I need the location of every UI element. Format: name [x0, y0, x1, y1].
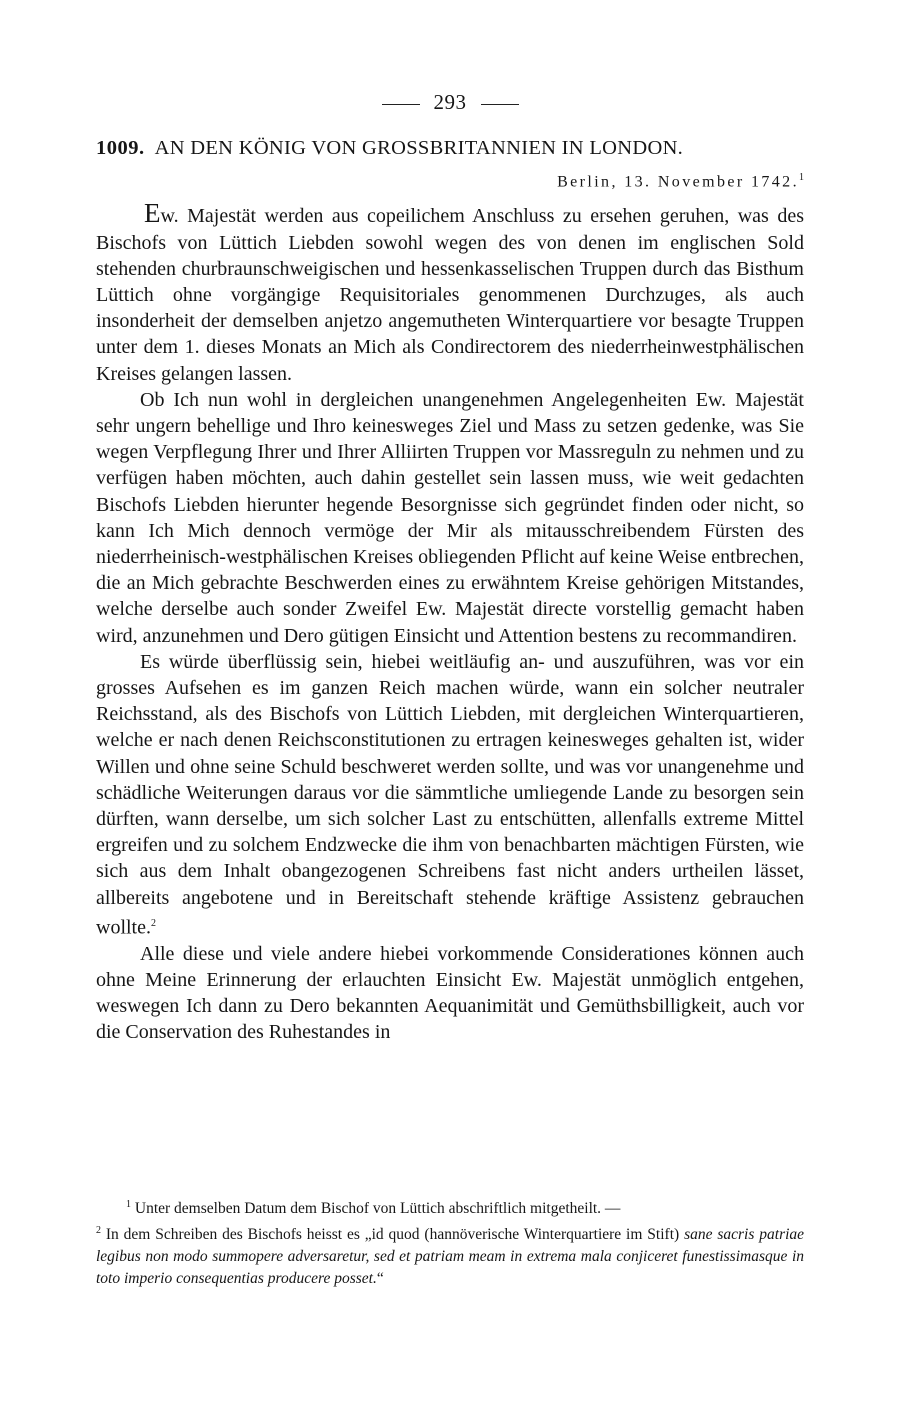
letter-heading: [96, 132, 804, 164]
footnote-1-text: Unter demselben Datum dem Bischof von Lüttich abschriftlich mitgetheilt. —: [134, 1200, 621, 1218]
paragraph-2: Ob Ich nun wohl in dergleichen unangenehmen Angelegenheiten Ew. Majestät sehr ungern behellige und Ihro keinesweges Ziel und Mass zu setzen gedenke, was Sie wegen Verpflegung Ihrer und Ihrer Alliirten Truppen vor Massreguln zu nehmen und zu verfügen haben möchten, auch dahin gestellet sein lassen muss, wie weit gedachten Bischofs Liebden hierunter hegende Besorgnisse sich gegründet finden oder nicht, so kann Ich Mich dennoch vermöge der Mir als mitausschreibendem Fürsten des niederrheinisch-westphälischen Kreises obliegenden Pflicht auf keine Weise entbrechen, die an Mich gebrachte Beschwerden eines zu erwähntem Kreise gehörigen Mitstandes, welche derselbe auch sonder Zweifel Ew. Majestät directe vorstellig gemacht haben wird, anzunehmen und Dero gütigen Einsicht und Attention bestens zu recommandiren.: [96, 388, 804, 647]
letter-number: 1009.: [96, 137, 145, 159]
page-number: 293: [433, 90, 467, 114]
paragraph-1: [96, 200, 804, 386]
paragraph-3-text: Es würde überflüssig sein, hiebei weitläufig an- und auszuführen, was vor ein grosses Aufsehen es im ganzen Reich machen würde, wann ein solcher neutraler Reichsstand, als des Bischofs von Lüttich Liebden, mit dergleichen Winterquartieren, welche er nach denen Reichsconstitutionen zu ertragen keinesweges gehalten ist, wider Willen und ohne seine Schuld beschweret werden sollte, und was vor unangenehme und schädliche Weiterungen daraus vor die sämmtliche umliegende Lande zu besorgen sein dürften, wann derselbe, um sich solcher Last zu entschütten, allenfalls extreme Mittel ergreifen und zu solchem Endzwecke die ihm von benachbarten mächtigen Fürsten, wie sich aus dem Inhalt obangezogenen Schreibens fast nicht anders urtheilen lässet, allbereits angebotene und in Bereitschaft stehende kräftige Assistenz gebrauchen wollte.: [96, 650, 804, 939]
dateline: [96, 164, 804, 196]
footnote-2-mark: 2: [96, 1225, 101, 1237]
paragraph-3: [96, 649, 804, 941]
initial-letter: E: [144, 198, 161, 229]
footnote-2-ref: 2: [151, 917, 156, 929]
footnote-1-mark: 1: [126, 1199, 131, 1210]
footnote-2-intro: In dem Schreiben des Bischofs heisst es „id quod (hannöverische Winterquartiere im Stift): [105, 1226, 680, 1244]
footnote-2: [96, 1220, 804, 1290]
footnote-1: [96, 1194, 804, 1220]
left-rule: [382, 104, 420, 105]
paragraph-1-text: w. Majestät werden aus copeilichem Anschluss zu ersehen geruhen, was des Bischofs von Lüttich Liebden sowohl wegen des von denen im englischen Sold stehenden churbraunschweigischen und hessenkasselischen Truppen durch das Bisthum Lüttich ohne vorgängige Requisitoriales genommenen Durchzuges, als auch insonderheit der demselben anjetzo angemutheten Winterquartiere vor besagte Truppen unter dem 1. dieses Monats an Mich als Condirectorem des niederrheinwestphälischen Kreises gelangen lassen.: [96, 205, 804, 385]
paragraph-4: Alle diese und viele andere hiebei vorkommende Considerationes können auch ohne Meine Erinnerung der erlauchten Einsicht Ew. Majestät unmöglich entgehen, weswegen Ich dann zu Dero bekannten Aequanimität und Gemüthsbilligkeit, auch vor die Conservation des Ruhestandes in: [96, 942, 804, 1044]
right-rule: [481, 104, 519, 105]
page: [96, 84, 804, 1045]
page-number-line: [96, 84, 804, 120]
letter-title: AN DEN KÖNIG VON GROSSBRITANNIEN IN LONDON.: [154, 137, 684, 159]
footnotes: [96, 1194, 804, 1290]
footnote-2-latin: sane sacris patriae legibus non modo summopere adversaretur, sed et patriam meam in extrema mala conjiceret funestissimasque in toto imperio consequentias producere posset.: [96, 1226, 805, 1288]
dateline-note-mark: 1: [799, 172, 804, 183]
dateline-text: Berlin, 13. November 1742.: [557, 173, 799, 191]
letter-body: [96, 200, 804, 1045]
footnote-2-close: “: [376, 1270, 384, 1288]
